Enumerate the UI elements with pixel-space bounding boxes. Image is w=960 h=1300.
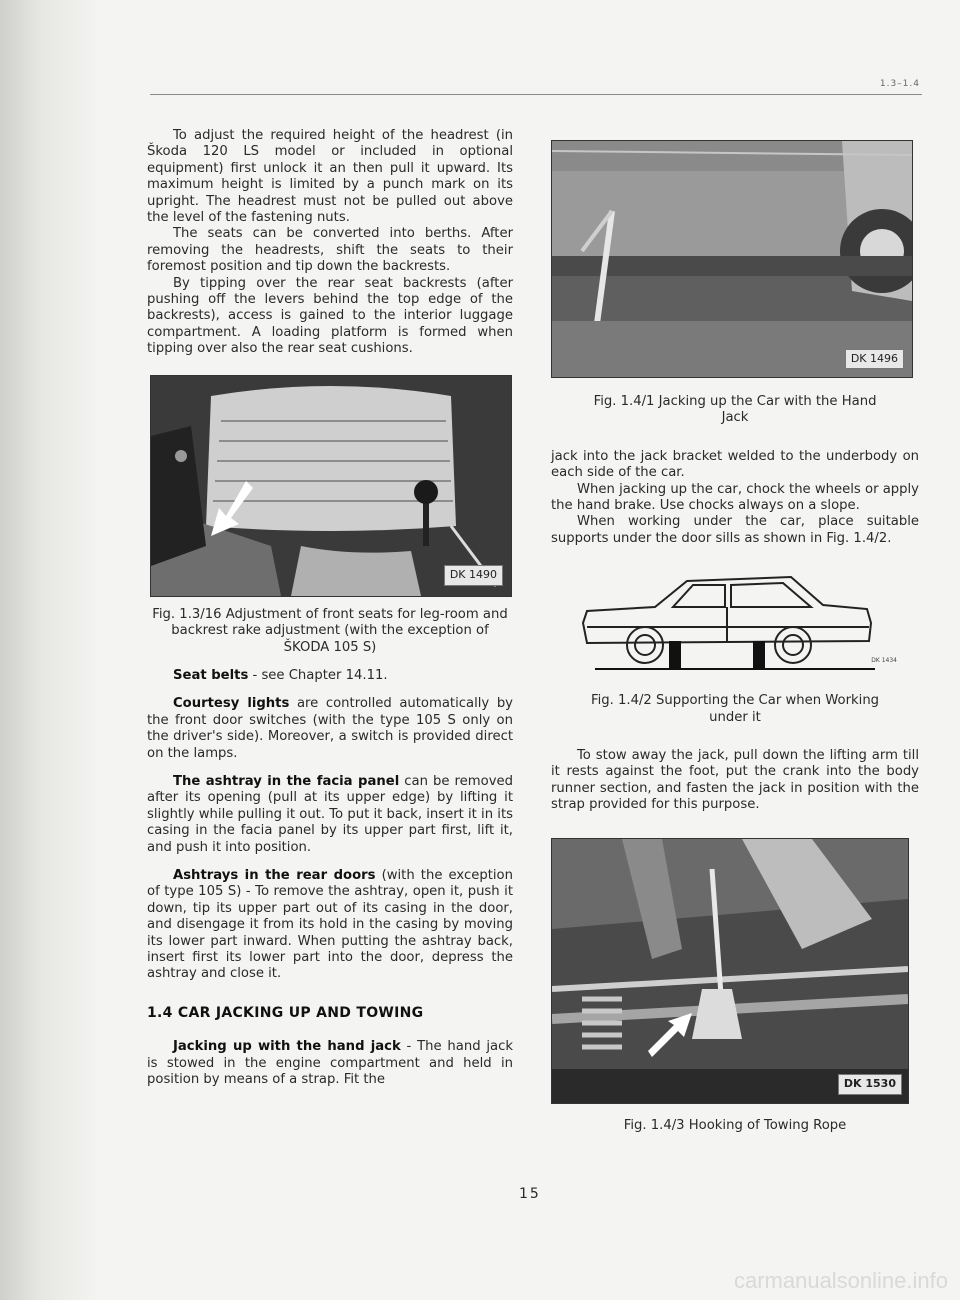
towing-photo-illustration [552,839,908,1103]
figure-seat-photo [150,375,512,597]
supports-paragraph: When working under the car, place suitable supports under the door sills as shown in Fig. 1.4/2. [551,514,919,546]
figure-tag: DK 1530 [838,1074,902,1094]
jacking-text: - The hand jack is stowed in the engine compartment and held in position by means of a strap. Fit the [147,1039,513,1088]
car-side-drawing [575,567,891,679]
figure-caption: Fig. 1.4/3 Hooking of Towing Rope [623,1117,847,1133]
header-rule [150,94,922,95]
courtesy-lights-paragraph [147,696,513,762]
rear-ashtray-text: (with the exception of type 105 S) - To remove the ashtray, open it, push it down, tip its upper part out of its casing in the door, and disengage it from its hold in the casing by moving its lower part inward. When putting the ashtray back, insert first its lower part into the door, depress the ashtray and close it. [147,867,513,982]
berths-paragraph: The seats can be converted into berths. After removing the headrests, shift the seats to their foremost position and tip down the backrests. [147,226,513,275]
watermark: carmanualsonline.info [733,1268,948,1293]
jack-bracket-paragraph: jack into the jack bracket welded to the underbody on each side of the car. [551,448,919,481]
page-number: 15 [519,1186,541,1202]
jacking-label: Jacking up with the hand jack [173,1039,401,1055]
stow-jack-paragraph: To stow away the jack, pull down the lifting arm till it rests against the foot, put the crank into the body runner section, and fasten the jack in position with the strap provided for this purpose. [551,748,919,813]
figure-tag: DK 1496 [845,349,904,369]
figure-car-drawing [575,567,897,679]
figure-tag: DK 1490 [444,565,503,585]
figure-caption: Fig. 1.4/1 Jacking up the Car with the Hand Jack [593,394,877,426]
figure-jack-photo [551,140,913,378]
seat-belts-text: - see Chapter 14.11. [248,667,388,683]
courtesy-lights-text: are controlled automatically by the front door switches (with the type 105 S only on the driver's side). Moreover, a switch is provided direct on the lamps. [147,696,513,761]
ashtray-facia-paragraph [147,774,513,856]
figure-tag: DK 1434 [871,656,897,664]
page-section-code: 1.3–1.4 [879,79,920,89]
jacking-paragraph [147,1039,513,1088]
figure-towing-photo [551,838,909,1104]
seat-belts-label: Seat belts [173,667,249,683]
page-binding-shadow [0,0,100,1300]
rear-ashtray-label: Ashtrays in the rear doors [173,867,376,883]
figure-caption: Fig. 1.3/16 Adjustment of front seats for leg-room and backrest rake adjustment (with the exception of ŠKODA 105 S) [152,606,508,655]
left-column [147,128,513,1088]
jack-photo-illustration [552,141,912,377]
ashtray-facia-label: The ashtray in the facia panel [173,773,400,789]
headrest-paragraph: To adjust the required height of the headrest (in Škoda 120 LS model or included in optional equipment) first unlock it an then pull it upward. Its maximum height is limited by a punch mark on its upright. The headrest must not be pulled out above the level of the fastening nuts. [147,128,513,226]
ashtray-facia-text: can be removed after its opening (pull at its upper edge) by lifting it slightly while pulling it out. To put it back, insert it in its casing in the facia panel by its upper part first, lift it, and push it into position. [147,773,513,855]
figure-caption: Fig. 1.4/2 Supporting the Car when Working under it [590,693,880,725]
seat-photo-illustration [151,376,511,596]
seat-belts-paragraph [147,668,513,684]
right-column [551,140,919,1134]
rear-seat-paragraph: By tipping over the rear seat backrests (after pushing off the levers behind the top edge of the backrests), access is gained to the interior luggage compartment. A loading platform is formed when tipping over also the rear seat cushions. [147,275,513,357]
section-title: 1.4 CAR JACKING UP AND TOWING [147,1004,424,1021]
rear-ashtray-paragraph [147,868,513,983]
chock-paragraph: When jacking up the car, chock the wheels or apply the hand brake. Use chocks always on a slope. [551,481,919,514]
courtesy-lights-label: Courtesy lights [173,696,290,712]
